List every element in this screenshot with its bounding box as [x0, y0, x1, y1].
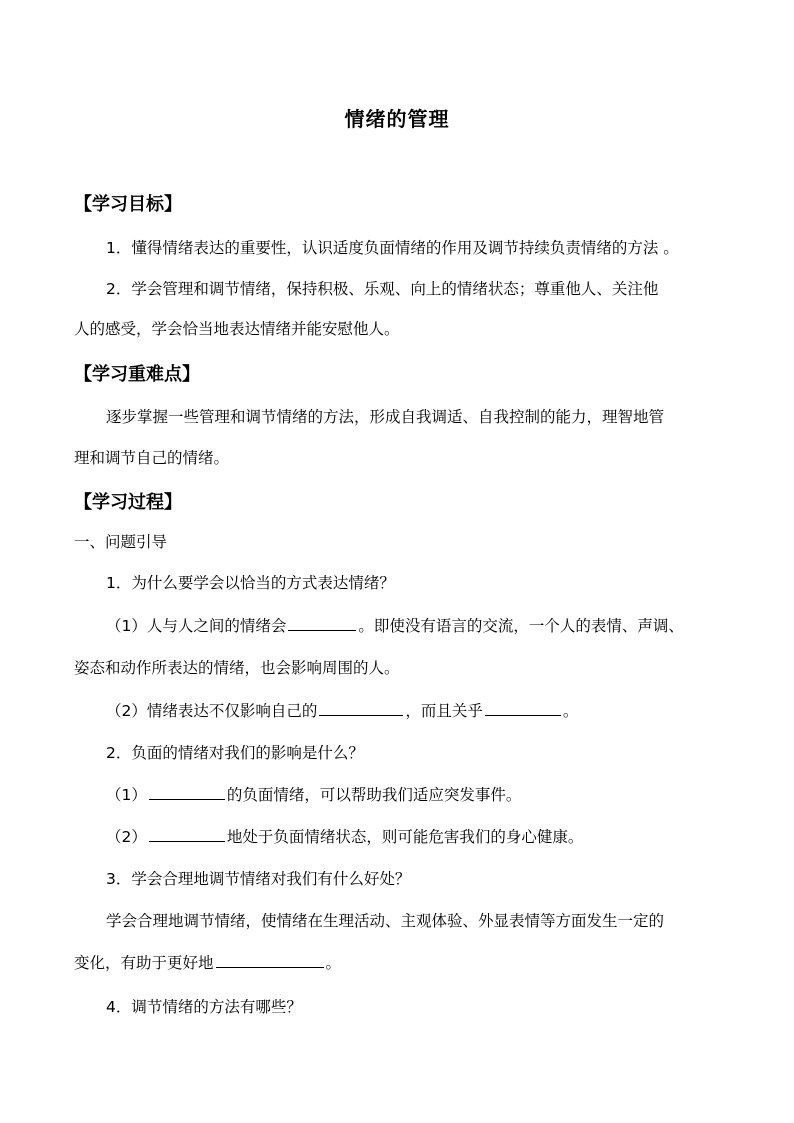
- key-points-line-2: 理和调节自己的情绪。: [74, 449, 230, 467]
- question-1-1: [106, 614, 684, 636]
- question-2-2: [106, 825, 583, 847]
- question-3: 3．学会合理地调节情绪对我们有什么好处？: [106, 870, 411, 888]
- heading-learning-goals: 【学习目标】: [74, 194, 182, 215]
- q2-2-text-after: 地处于负面情绪状态，则可能危害我们的身心健康。: [226, 828, 584, 846]
- q2-1-text-before: （1）: [106, 786, 147, 804]
- question-1: 1．为什么要学会以恰当的方式表达情绪？: [106, 574, 395, 592]
- q3-text-before: 变化，有助于更好地: [74, 954, 214, 972]
- fill-in-blank[interactable]: [485, 701, 561, 716]
- part-1-heading: 一、问题引导: [74, 533, 168, 551]
- q2-1-text-after: 的负面情绪，可以帮助我们适应突发事件。: [226, 786, 522, 804]
- fill-in-blank[interactable]: [149, 827, 225, 842]
- fill-in-blank[interactable]: [288, 616, 356, 631]
- fill-in-blank[interactable]: [319, 701, 403, 716]
- q1-2-text-after: 。: [562, 702, 579, 720]
- heading-key-points: 【学习重难点】: [74, 364, 200, 385]
- question-3-answer-line-1: 学会合理地调节情绪，使情绪在生理活动、主观体验、外显表情等方面发生一定的: [106, 912, 665, 930]
- q3-text-after: 。: [325, 954, 342, 972]
- question-4: 4．调节情绪的方法有哪些？: [106, 998, 302, 1016]
- q1-2-text-middle: ，而且关乎: [405, 702, 483, 720]
- fill-in-blank[interactable]: [216, 953, 324, 968]
- goal-1: 1．懂得情绪表达的重要性，认识适度负面情绪的作用及调节持续负责情绪的方法 。: [106, 239, 679, 257]
- goal-2-line-2: 人的感受，学会恰当地表达情绪并能安慰他人。: [74, 320, 400, 338]
- document-title: 情绪的管理: [344, 107, 450, 131]
- q1-2-text-before: （2）情绪表达不仅影响自己的: [106, 702, 318, 720]
- key-points-line-1: 逐步掌握一些管理和调节情绪的方法，形成自我调适、自我控制的能力，理智地管: [106, 408, 665, 426]
- fill-in-blank[interactable]: [149, 785, 225, 800]
- goal-2-line-1: 2．学会管理和调节情绪，保持积极、乐观、向上的情绪状态；尊重他人、关注他: [106, 280, 659, 298]
- question-3-answer-line-2: [74, 951, 341, 973]
- question-1-2: [106, 699, 578, 721]
- question-1-1-continued: 姿态和动作所表达的情绪，也会影响周围的人。: [74, 659, 400, 677]
- q2-2-text-before: （2）: [106, 828, 147, 846]
- question-2: 2．负面的情绪对我们的影响是什么？: [106, 744, 364, 762]
- q1-1-text-before: （1）人与人之间的情绪会: [106, 617, 287, 635]
- heading-learning-process: 【学习过程】: [74, 492, 182, 513]
- q1-1-text-after: 。即使没有语言的交流，一个人的表情、声调、: [358, 617, 684, 635]
- question-2-1: [106, 783, 521, 805]
